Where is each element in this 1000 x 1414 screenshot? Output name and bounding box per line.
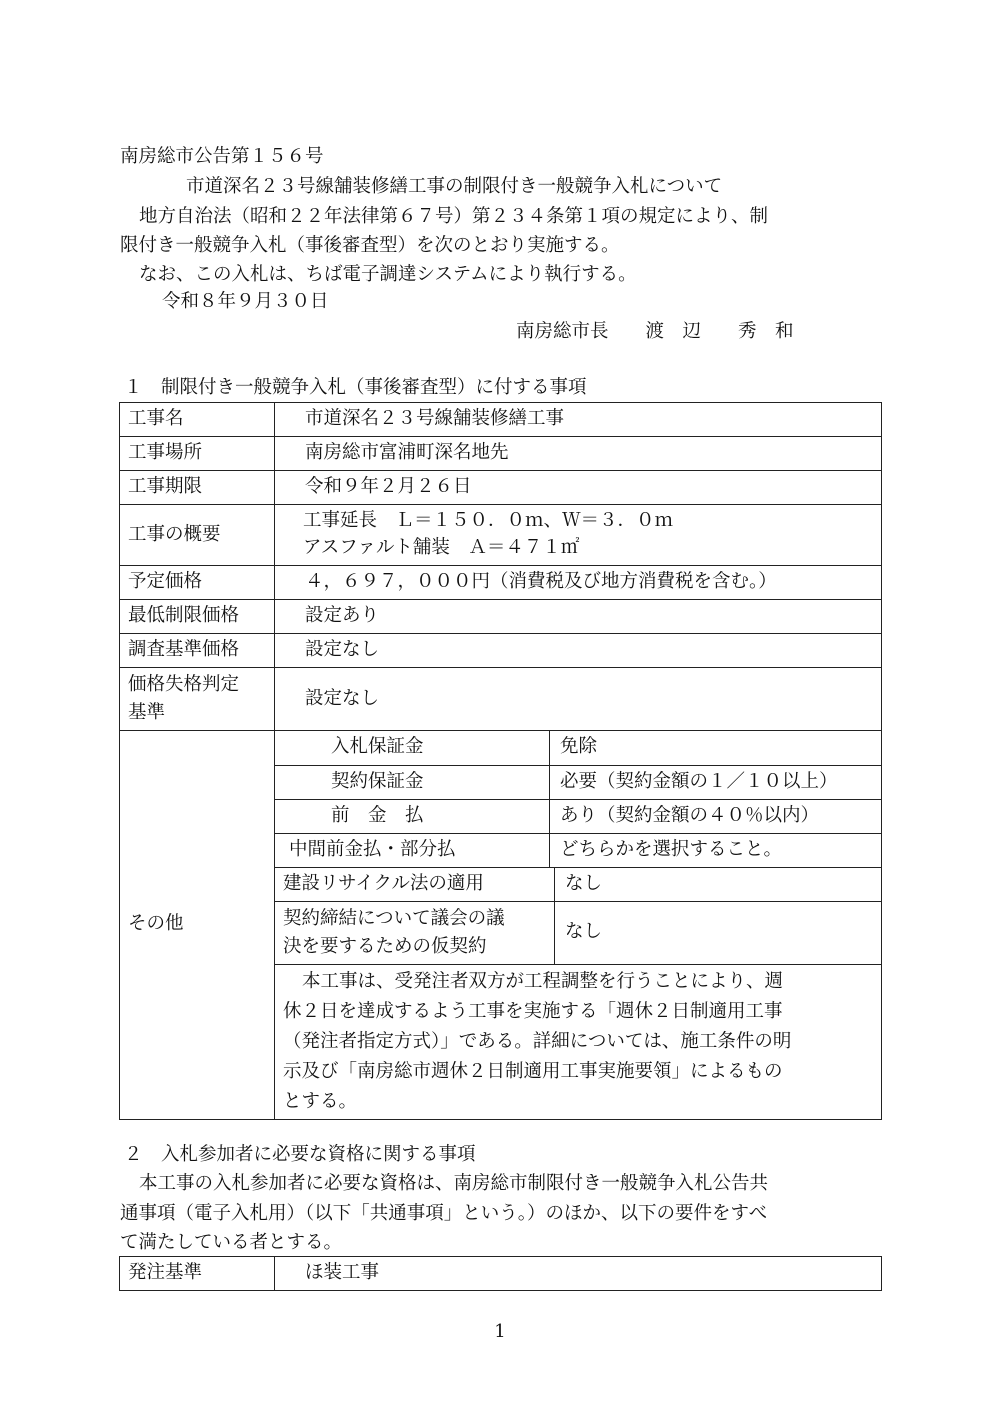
table-row — [120, 403, 882, 437]
intro-paragraph-line1: 地方自治法（昭和２２年法律第６７号）第２３４条第１項の規定により、制 — [139, 206, 769, 227]
system-note: なお、この入札は、ちば電子調達システムにより執行する。 — [139, 264, 637, 285]
table-row — [275, 901, 881, 964]
other-details — [275, 731, 882, 1120]
note-line: とする。 — [283, 1090, 358, 1112]
page-number: 1 — [494, 1321, 506, 1342]
row-label: 工事期限 — [120, 471, 275, 505]
table-row — [275, 867, 881, 901]
section2-line2: 通事項（電子入札用）（以下「共通事項」という。）のほか、以下の要件をすべ — [120, 1203, 768, 1224]
signer: 南房総市長 渡 辺 秀 和 — [516, 321, 794, 342]
other-subtable — [275, 731, 881, 1119]
section2-line3: て満たしている者とする。 — [120, 1232, 343, 1253]
row-value: 南房総市富浦町深名地先 — [275, 437, 882, 471]
week-off-note — [275, 964, 881, 1119]
table-row — [275, 964, 881, 1119]
row-label — [120, 668, 275, 731]
note-line: 示及び「南房総市週休２日制適用工事実施要領」によるもの — [283, 1060, 783, 1082]
conditions-table — [119, 402, 882, 1120]
sub-label: 前 金 払 — [275, 799, 550, 833]
sub-label-line1: 契約締結について議会の議 — [283, 907, 505, 929]
table-row — [275, 731, 881, 765]
document-title: 市道深名２３号線舗装修繕工事の制限付き一般競争入札について — [186, 176, 723, 197]
sub-value: 免除 — [550, 731, 882, 765]
sub-label: 契約保証金 — [275, 765, 550, 799]
row-value: 令和９年２月２６日 — [275, 471, 882, 505]
notice-number: 南房総市公告第１５６号 — [120, 146, 324, 167]
overview-line2: アスファルト舗装 Ａ＝４７１㎡ — [303, 537, 580, 558]
row-label: 発注基準 — [120, 1257, 275, 1291]
table-row — [120, 668, 882, 731]
row-label: 予定価格 — [120, 566, 275, 600]
row-value: 設定あり — [275, 600, 882, 634]
section2-line1: 本工事の入札参加者に必要な資格は、南房総市制限付き一般競争入札公告共 — [139, 1173, 769, 1194]
note-line: 休２日を達成するよう工事を実施する「週休２日制適用工事 — [283, 1000, 783, 1022]
note-line: 本工事は、受発注者双方が工程調整を行うことにより、週 — [302, 970, 784, 992]
table-row — [120, 634, 882, 668]
table-row — [120, 1257, 882, 1291]
row-value: 市道深名２３号線舗装修繕工事 — [275, 403, 882, 437]
row-label: 工事名 — [120, 403, 275, 437]
note-line: （発注者指定方式）」である。詳細については、施工条件の明 — [283, 1030, 792, 1052]
row-value: 設定なし — [275, 668, 882, 731]
qualification-table — [119, 1256, 882, 1291]
table-row — [275, 765, 881, 799]
row-value: ほ装工事 — [275, 1257, 882, 1291]
sub-label — [275, 901, 555, 964]
table-row — [120, 566, 882, 600]
section1-heading: １ 制限付き一般競争入札（事後審査型）に付する事項 — [124, 377, 587, 398]
sub-label-line2: 決を要するための仮契約 — [283, 935, 487, 957]
row-label: 工事場所 — [120, 437, 275, 471]
row-label: 調査基準価格 — [120, 634, 275, 668]
row-value: ４，６９７，０００円（消費税及び地方消費税を含む。） — [275, 566, 882, 600]
sub-label: 中間前金払・部分払 — [275, 833, 550, 867]
row-label: その他 — [120, 731, 275, 1120]
intro-paragraph-line2: 限付き一般競争入札（事後審査型）を次のとおり実施する。 — [120, 235, 620, 256]
row-label: 工事の概要 — [120, 505, 275, 566]
sub-value: どちらかを選択すること。 — [550, 833, 882, 867]
sub-value: なし — [555, 867, 882, 901]
overview-line1: 工事延長 Ｌ＝１５０．０ｍ、Ｗ＝３．０ｍ — [303, 510, 674, 532]
row-label: 最低制限価格 — [120, 600, 275, 634]
row-value: 設定なし — [275, 634, 882, 668]
section2-heading: ２ 入札参加者に必要な資格に関する事項 — [124, 1144, 476, 1165]
table-row — [120, 505, 882, 566]
table-row — [275, 833, 881, 867]
table-row — [120, 471, 882, 505]
sub-label: 入札保証金 — [275, 731, 550, 765]
sub-value: なし — [555, 901, 882, 964]
sub-label: 建設リサイクル法の適用 — [275, 867, 555, 901]
sub-value: 必要（契約金額の１／１０以上） — [550, 765, 882, 799]
table-row-other — [120, 731, 882, 1120]
table-row — [120, 437, 882, 471]
row-value — [275, 505, 882, 566]
notice-date: 令和８年９月３０日 — [162, 291, 329, 312]
table-row — [275, 799, 881, 833]
table-row — [120, 600, 882, 634]
sub-value: あり（契約金額の４０％以内） — [550, 799, 882, 833]
row-label-line2: 基準 — [128, 702, 166, 723]
row-label-line1: 価格失格判定 — [128, 674, 240, 696]
